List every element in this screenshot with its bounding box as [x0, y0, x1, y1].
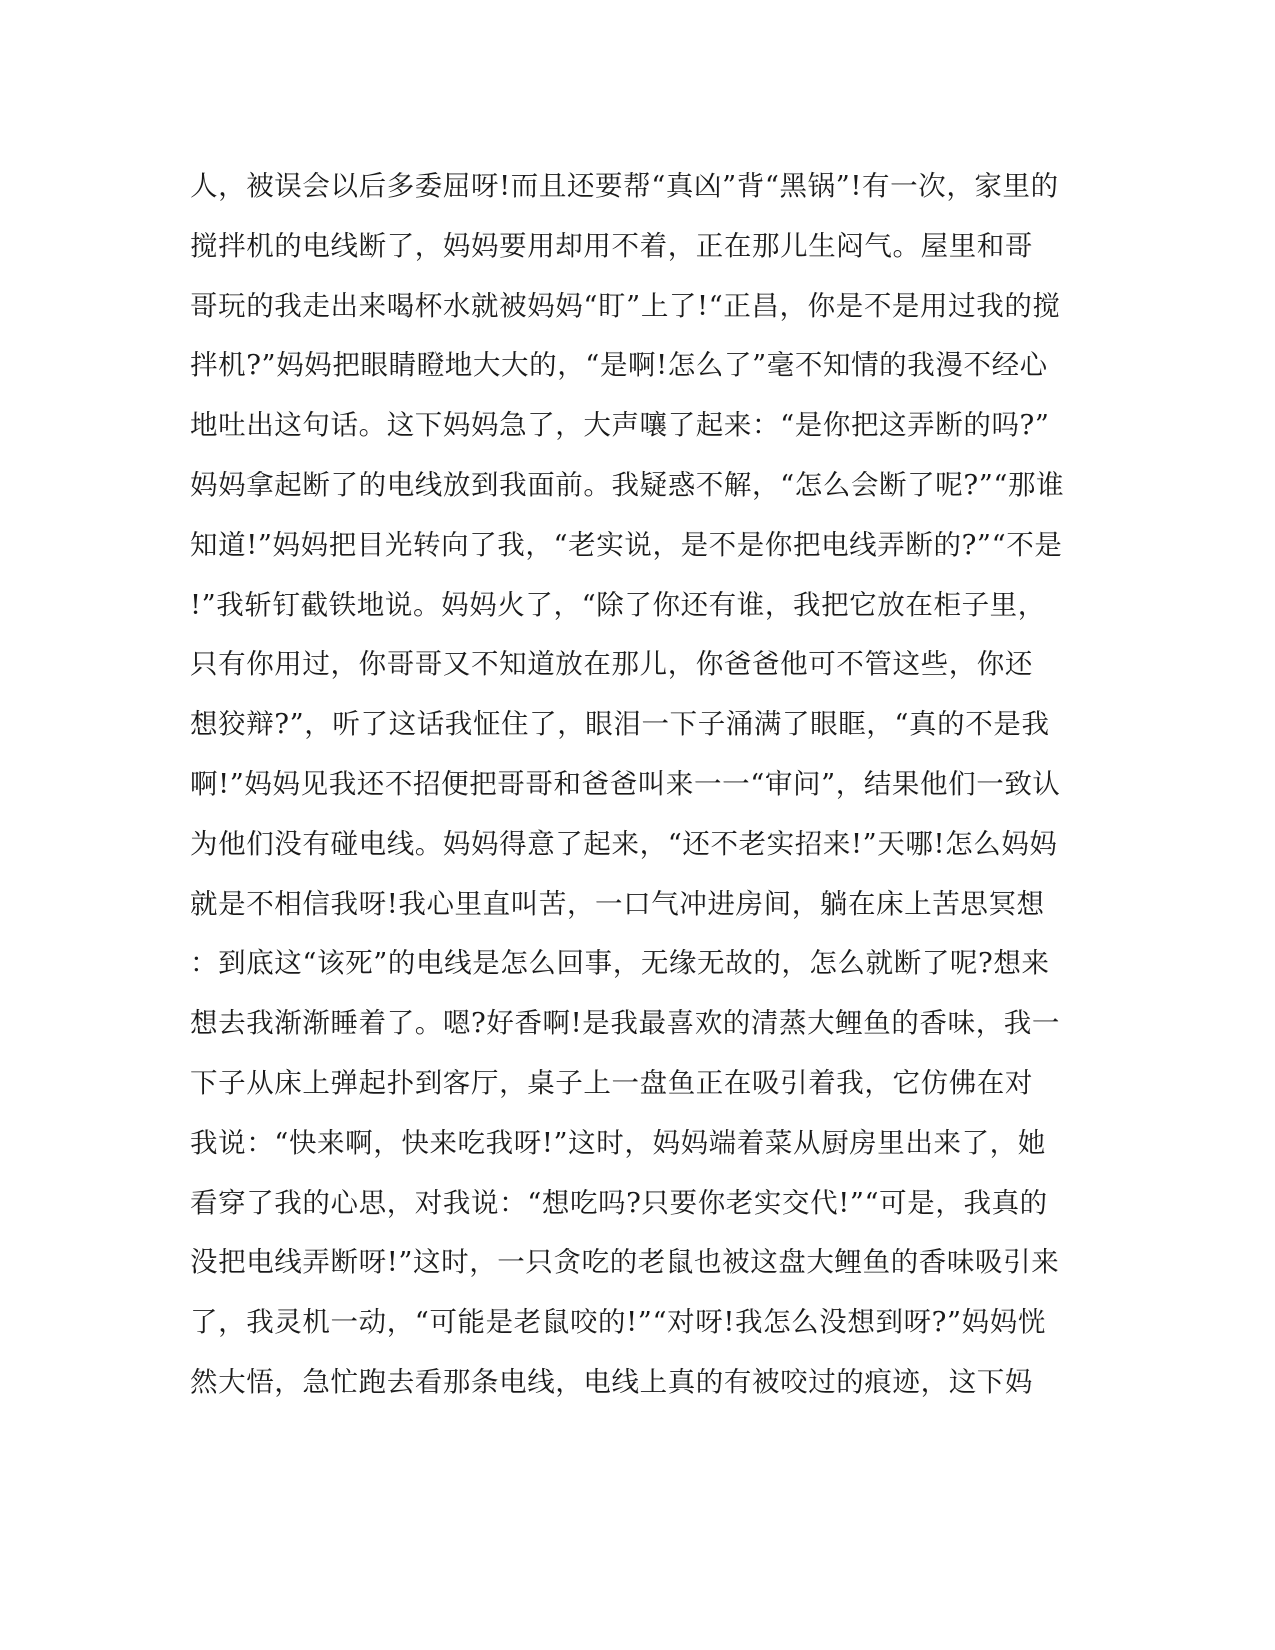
text-line-15: 想去我渐渐睡着了。嗯?好香啊!是我最喜欢的清蒸大鲤鱼的香味，我一	[190, 1007, 1060, 1040]
text-line-10: 想狡辩?”，听了这话我怔住了，眼泪一下子涌满了眼眶，“真的不是我	[190, 708, 1050, 741]
text-line-2: 搅拌机的电线断了，妈妈要用却用不着，正在那儿生闷气。屋里和哥	[190, 229, 1033, 262]
text-line-14: ：到底这“该死”的电线是怎么回事，无缘无故的，怎么就断了呢?想来	[190, 947, 1050, 980]
text-line-5: 地吐出这句话。这下妈妈急了，大声嚷了起来：“是你把这弄断的吗?”	[190, 409, 1050, 442]
text-line-16: 下子从床上弹起扑到客厅，桌子上一盘鱼正在吸引着我，它仿佛在对	[190, 1066, 1033, 1099]
text-line-21: 然大悟，急忙跑去看那条电线，电线上真的有被咬过的痕迹，这下妈	[190, 1365, 1033, 1398]
text-line-4: 拌机?”妈妈把眼睛瞪地大大的，“是啊!怎么了”毫不知情的我漫不经心	[190, 349, 1048, 382]
text-line-12: 为他们没有碰电线。妈妈得意了起来，“还不老实招来!”天哪!怎么妈妈	[190, 827, 1058, 860]
text-line-8: !”我斩钉截铁地说。妈妈火了，“除了你还有谁，我把它放在柜子里，	[190, 588, 1046, 621]
text-line-6: 妈妈拿起断了的电线放到我面前。我疑惑不解，“怎么会断了呢?”“那谁	[190, 468, 1065, 501]
text-line-3: 哥玩的我走出来喝杯水就被妈妈“盯”上了!“正昌，你是不是用过我的搅	[190, 289, 1061, 322]
text-line-20: 了，我灵机一动，“可能是老鼠咬的!”“对呀!我怎么没想到呀?”妈妈恍	[190, 1306, 1046, 1339]
text-line-7: 知道!”妈妈把目光转向了我，“老实说，是不是你把电线弄断的?”“不是	[190, 528, 1063, 561]
text-line-18: 看穿了我的心思，对我说：“想吃吗?只要你老实交代!”“可是，我真的	[190, 1186, 1048, 1219]
body-text	[190, 166, 1090, 1422]
text-line-11: 啊!”妈妈见我还不招便把哥哥和爸爸叫来一一“审问”，结果他们一致认	[190, 767, 1061, 800]
text-line-9: 只有你用过，你哥哥又不知道放在那儿，你爸爸他可不管这些，你还	[190, 648, 1033, 681]
text-line-13: 就是不相信我呀!我心里直叫苦，一口气冲进房间，躺在床上苦思冥想	[190, 887, 1045, 920]
text-line-19: 没把电线弄断呀!”这时，一只贪吃的老鼠也被这盘大鲤鱼的香味吸引来	[190, 1246, 1060, 1279]
text-line-17: 我说：“快来啊，快来吃我呀!”这时，妈妈端着菜从厨房里出来了，她	[190, 1126, 1046, 1159]
text-line-1: 人，被误会以后多委屈呀!而且还要帮“真凶”背“黑锅”!有一次，家里的	[190, 170, 1059, 202]
